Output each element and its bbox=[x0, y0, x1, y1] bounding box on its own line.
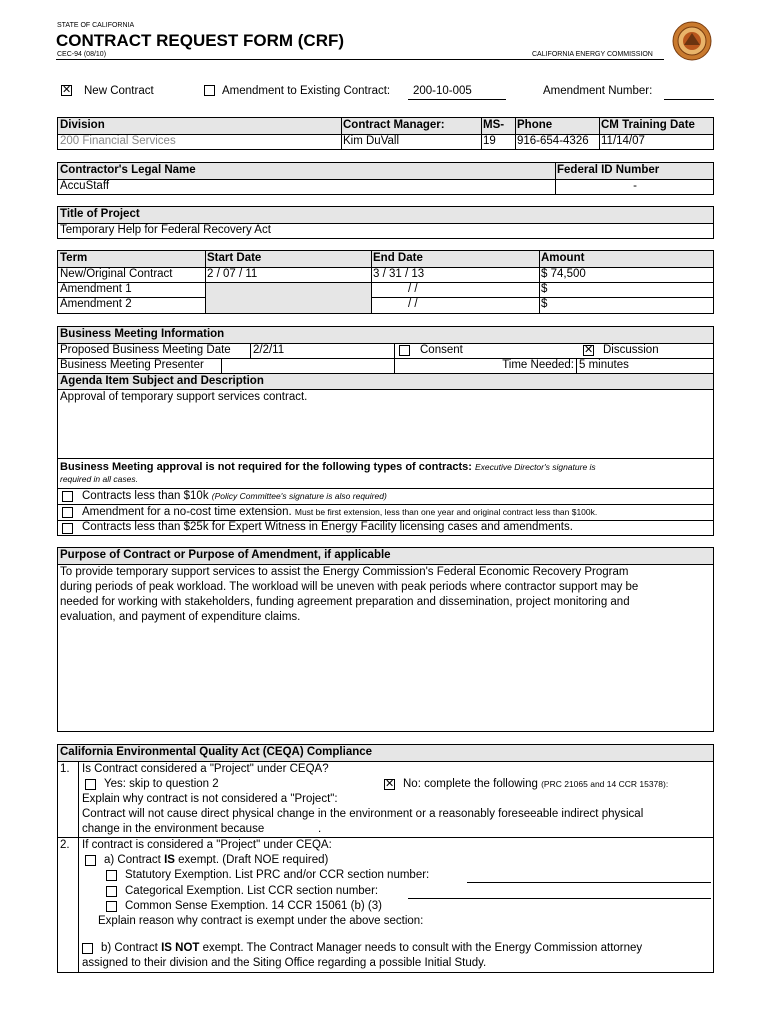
form-title: CONTRACT REQUEST FORM (CRF) bbox=[56, 31, 345, 50]
new-contract-checkbox[interactable]: ✕ bbox=[62, 84, 72, 96]
purpose-line[interactable]: To provide temporary support services to assist the Energy Commission's Federal Economic Recovery Program bbox=[60, 566, 629, 578]
term-row-label: New/Original Contract bbox=[60, 268, 173, 280]
new-contract-label: New Contract bbox=[84, 85, 154, 97]
q1-answer[interactable]: change in the environment because bbox=[82, 823, 265, 835]
business-meeting-header: Business Meeting Information bbox=[60, 328, 225, 340]
contractor-table bbox=[57, 162, 714, 195]
form-id: CEC-94 (08/10) bbox=[57, 51, 107, 58]
purpose-line[interactable]: during periods of peak workload. The workload will be uneven with peak periods where contractor support may be bbox=[60, 581, 639, 593]
amount-value[interactable]: $ bbox=[541, 283, 548, 295]
state-seal-icon bbox=[672, 21, 712, 61]
proposed-date-value[interactable]: 2/2/11 bbox=[253, 344, 285, 356]
discussion-checkbox[interactable]: ✕ bbox=[584, 344, 594, 356]
exempt-explain-label: Explain reason why contract is exempt under the above section: bbox=[98, 915, 424, 927]
division-label: Division bbox=[60, 119, 105, 131]
ms-value[interactable]: 19 bbox=[483, 135, 496, 147]
federal-id-value[interactable]: - bbox=[633, 180, 637, 192]
proposed-date-label: Proposed Business Meeting Date bbox=[60, 344, 231, 356]
ceqa-section bbox=[57, 744, 714, 973]
purpose-line[interactable]: needed for working with stakeholders, funding agreement preparation and dissemination, project monitoring and bbox=[60, 596, 630, 608]
q1-answer[interactable]: Contract will not cause direct physical change in the environment or a reasonably foreseeable indirect physical bbox=[82, 808, 644, 820]
common-sense-label: Common Sense Exemption. 14 CCR 15061 (b) (3) bbox=[125, 900, 382, 912]
consent-checkbox[interactable] bbox=[399, 345, 410, 356]
agenda-label: Agenda Item Subject and Description bbox=[60, 375, 264, 387]
opt3-label: Contracts less than $25k for Expert Witness in Energy Facility licensing cases and amendments. bbox=[82, 521, 573, 533]
end-date-value[interactable]: / / bbox=[408, 298, 418, 310]
term-row-label: Amendment 2 bbox=[60, 298, 132, 310]
start-date-label: Start Date bbox=[207, 252, 262, 264]
amendment-number-field[interactable] bbox=[664, 99, 714, 100]
q2-question: If contract is considered a "Project" under CEQA: bbox=[82, 839, 332, 851]
manager-value[interactable]: Kim DuVall bbox=[343, 135, 400, 147]
contractor-name-value[interactable]: AccuStaff bbox=[60, 180, 110, 192]
consent-label: Consent bbox=[420, 344, 463, 356]
opt1-checkbox[interactable] bbox=[62, 491, 73, 502]
training-label: CM Training Date bbox=[601, 119, 695, 131]
training-value[interactable]: 11/14/07 bbox=[601, 135, 645, 147]
end-date-value[interactable]: 3 / 31 / 13 bbox=[373, 268, 425, 280]
division-value[interactable]: 200 Financial Services bbox=[60, 135, 176, 147]
ms-label: MS- bbox=[483, 119, 505, 131]
project-title-value[interactable]: Temporary Help for Federal Recovery Act bbox=[60, 224, 271, 236]
q2a-checkbox[interactable] bbox=[85, 855, 96, 866]
manager-label: Contract Manager: bbox=[343, 119, 445, 131]
phone-value[interactable]: 916-654-4326 bbox=[517, 135, 589, 147]
statutory-checkbox[interactable] bbox=[106, 870, 117, 881]
approval-note-cont: required in all cases. bbox=[60, 474, 138, 484]
time-needed-label: Time Needed: bbox=[502, 359, 574, 371]
start-date-value[interactable]: 2 / 07 / 11 bbox=[207, 268, 258, 280]
q1-explain-label: Explain why contract is not considered a "Project": bbox=[82, 793, 338, 805]
purpose-header: Purpose of Contract or Purpose of Amendment, if applicable bbox=[60, 549, 391, 561]
opt2-checkbox[interactable] bbox=[62, 507, 73, 518]
contractor-name-label: Contractor's Legal Name bbox=[60, 164, 196, 176]
amendment-number-label: Amendment Number: bbox=[543, 85, 653, 97]
presenter-label: Business Meeting Presenter bbox=[60, 359, 204, 371]
amendment-label: Amendment to Existing Contract: bbox=[222, 85, 391, 97]
federal-id-label: Federal ID Number bbox=[557, 164, 660, 176]
q2a-label: a) Contract IS exempt. (Draft NOE required) bbox=[104, 854, 329, 866]
amendment-checkbox[interactable] bbox=[204, 85, 215, 96]
end-date-value[interactable]: / / bbox=[408, 283, 418, 295]
division-table bbox=[57, 117, 714, 150]
purpose-line[interactable]: evaluation, and payment of expenditure claims. bbox=[60, 611, 301, 623]
business-meeting-section bbox=[57, 326, 714, 536]
project-table bbox=[57, 206, 714, 239]
q2b-label: b) Contract IS NOT exempt. The Contract Manager needs to consult with the Energy Commission attorney bbox=[101, 942, 643, 954]
statutory-label: Statutory Exemption. List PRC and/or CCR section number: bbox=[125, 869, 430, 881]
statutory-field[interactable] bbox=[467, 882, 711, 883]
project-title-label: Title of Project bbox=[60, 208, 140, 220]
amendment-contract-value[interactable]: 200-10-005 bbox=[413, 85, 472, 97]
opt3-checkbox[interactable] bbox=[62, 523, 73, 534]
term-row-label: Amendment 1 bbox=[60, 283, 132, 295]
opt2-label: Amendment for a no-cost time extension. Must be first extension, less than one year and original contract less than $100k. bbox=[82, 506, 598, 518]
end-date-label: End Date bbox=[373, 252, 423, 264]
q2b-label-cont: assigned to their division and the Siting Office regarding a possible Initial Study. bbox=[82, 957, 487, 969]
term-table bbox=[57, 250, 714, 314]
agency-name: CALIFORNIA ENERGY COMMISSION bbox=[532, 51, 653, 58]
q2-number: 2. bbox=[60, 839, 70, 851]
q1-no-checkbox[interactable]: ✕ bbox=[385, 778, 395, 790]
q1-yes-label: Yes: skip to question 2 bbox=[104, 778, 219, 790]
q1-question: Is Contract considered a "Project" under CEQA? bbox=[82, 763, 329, 775]
amount-label: Amount bbox=[541, 252, 585, 264]
q1-number: 1. bbox=[60, 763, 70, 775]
amount-value[interactable]: $ bbox=[541, 298, 548, 310]
state-label: STATE OF CALIFORNIA bbox=[57, 22, 135, 29]
purpose-section bbox=[57, 547, 714, 732]
agenda-value[interactable]: Approval of temporary support services contract. bbox=[60, 391, 308, 403]
common-sense-checkbox[interactable] bbox=[106, 901, 117, 912]
categorical-checkbox[interactable] bbox=[106, 886, 117, 897]
q1-no-label: No: complete the following (PRC 21065 and 14 CCR 15378): bbox=[403, 778, 669, 790]
term-label: Term bbox=[60, 252, 88, 264]
ceqa-header: California Environmental Quality Act (CEQA) Compliance bbox=[60, 746, 373, 758]
categorical-label: Categorical Exemption. List CCR section number: bbox=[125, 885, 379, 897]
q2b-checkbox[interactable] bbox=[82, 943, 93, 954]
amount-value[interactable]: $ 74,500 bbox=[541, 268, 586, 280]
q1-answer-end: . bbox=[318, 823, 322, 835]
approval-note: Business Meeting approval is not required for the following types of contracts: Executive Director's signature is bbox=[60, 461, 596, 473]
phone-label: Phone bbox=[517, 119, 553, 131]
time-needed-value[interactable]: 5 minutes bbox=[579, 359, 629, 371]
q1-yes-checkbox[interactable] bbox=[85, 779, 96, 790]
discussion-label: Discussion bbox=[603, 344, 659, 356]
opt1-label: Contracts less than $10k (Policy Committee's signature is also required) bbox=[82, 490, 387, 502]
